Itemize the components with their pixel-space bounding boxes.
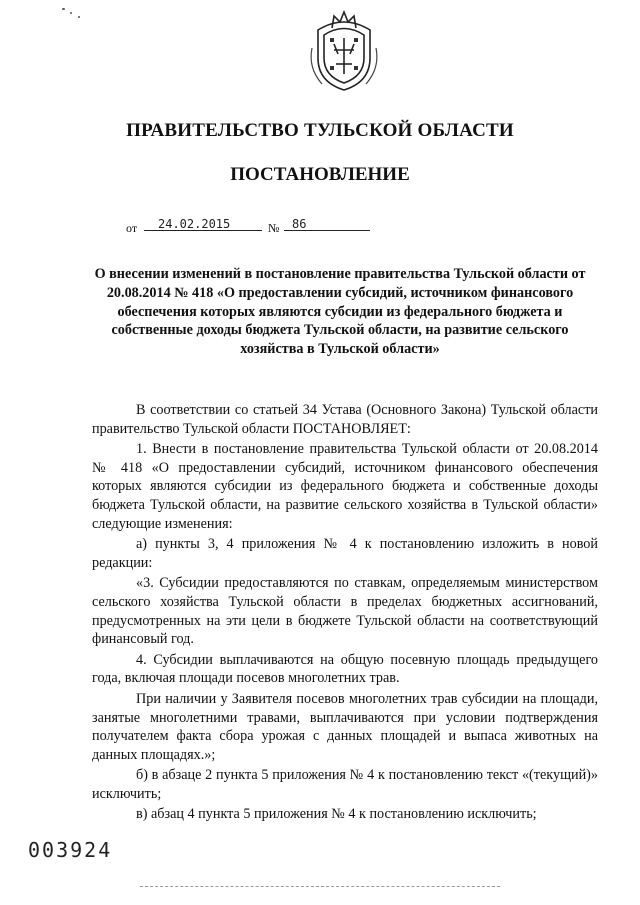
- body-paragraph: а) пункты 3, 4 приложения № 4 к постановлению изложить в новой редакции:: [92, 536, 598, 571]
- body-paragraph: в) абзац 4 пункта 5 приложения № 4 к постановлению исключить;: [136, 806, 537, 823]
- body-paragraph: При наличии у Заявителя посевов многолетних трав субсидии на площади, занятые многолетними травами, выплачиваются при условии подтверждения получателем факта сбора урожая с данных площадей и выпаса животных на данных площадях.»;: [92, 690, 598, 763]
- registration-number: 003924: [28, 838, 113, 862]
- number-value: 86: [284, 217, 370, 231]
- body-paragraph: «3. Субсидии предоставляются по ставкам, определяемым министерством сельского хозяйства Тульской области в пределах бюджетных ассигнований, предусмотренных на эти цели в бюджете Тульской области на соответствующий финансовый год.: [92, 575, 598, 648]
- scan-speck: [78, 16, 80, 18]
- body-paragraph: В соответствии со статьей 34 Устава (Основного Закона) Тульской области правительство Тульской области ПОСТАНОВЛЯЕТ:: [92, 402, 598, 437]
- body-paragraph: б) в абзаце 2 пункта 5 приложения № 4 к постановлению текст «(текущий)» исключить;: [92, 767, 598, 802]
- document-type-title: ПОСТАНОВЛЕНИЕ: [230, 164, 410, 185]
- number-label: №: [268, 221, 280, 235]
- organization-title: ПРАВИТЕЛЬСТВО ТУЛЬСКОЙ ОБЛАСТИ: [126, 120, 514, 141]
- scan-edge-line: [140, 886, 500, 888]
- scan-speck: [62, 8, 65, 10]
- date-value: 24.02.2015: [144, 217, 262, 231]
- tula-coat-of-arms-emblem: [308, 8, 380, 94]
- body-paragraph: 1. Внести в постановление правительства Тульской области от 20.08.2014 № 418 «О предоставлении субсидий, источником финансового обеспечения которых являются субсидии из федерального бюджета и собственные доходы бюджета Тульской области, на развитие сельского хозяйства в Тульской области» следующие изменения:: [92, 441, 598, 532]
- document-subject: О внесении изменений в постановление правительства Тульской области от 20.08.2014 № 418 «О предоставлении субсидий, источником финансового обеспечения которых являются субсидии из федерального бюджета и собственные доходы бюджета Тульской области, на развитие сельского хозяйства в Тульской области»: [94, 266, 586, 358]
- body-paragraph: 4. Субсидии выплачиваются на общую посевную площадь предыдущего года, включая площади посевов многолетних трав.: [92, 651, 598, 687]
- date-label: от: [126, 221, 138, 235]
- document-body: [92, 401, 598, 826]
- scan-speck: [70, 12, 72, 14]
